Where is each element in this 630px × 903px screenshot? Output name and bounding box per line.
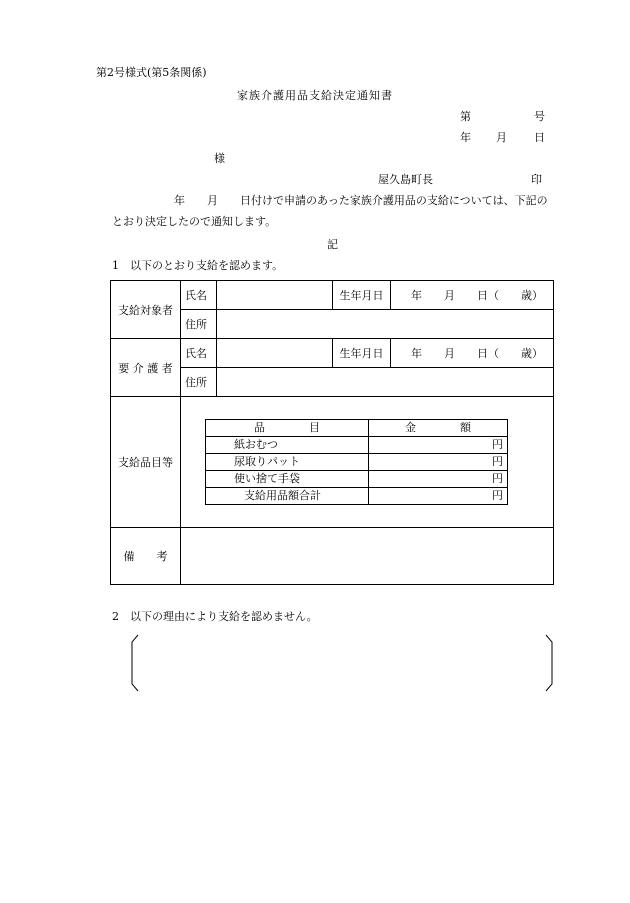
recipient-address-field[interactable]	[217, 310, 554, 339]
recipient-birth-field[interactable]: 年 月 日（ 歳）	[391, 281, 554, 310]
items-cell	[181, 397, 554, 528]
recipient-birth-label: 生年月日	[333, 281, 391, 310]
items-label: 支給品目等	[111, 397, 181, 528]
caregiver-name-label: 氏名	[181, 339, 217, 368]
caregiver-address-field[interactable]	[217, 368, 554, 397]
document-title: 家族介護用品支給決定通知書	[237, 89, 393, 102]
left-bracket-icon	[130, 634, 140, 692]
table-row	[206, 454, 508, 471]
remarks-field[interactable]	[181, 528, 554, 585]
item-amount[interactable]: 円	[369, 454, 508, 471]
seal-mark: 印	[531, 173, 542, 186]
addressee-suffix: 様	[214, 152, 225, 165]
body-line-2: とおり決定したので通知します。	[112, 215, 277, 228]
decision-table	[110, 280, 554, 585]
caregiver-name-field[interactable]	[217, 339, 333, 368]
table-row	[206, 437, 508, 454]
recipient-name-field[interactable]	[217, 281, 333, 310]
body-line-1: 年 月 日付けで申請のあった家族介護用品の支給については、下記の	[174, 194, 548, 207]
right-bracket-icon	[544, 634, 554, 692]
ki-heading: 記	[327, 238, 338, 251]
number-suffix: 号	[534, 110, 545, 123]
remarks-label: 備 考	[111, 528, 181, 585]
table-row	[206, 471, 508, 488]
item-amount[interactable]: 円	[369, 471, 508, 488]
item-name: 紙おむつ	[206, 437, 369, 454]
total-amount[interactable]: 円	[369, 488, 508, 505]
total-name: 支給用品額合計	[206, 488, 369, 505]
date-month: 月	[496, 131, 507, 144]
recipient-name-label: 氏名	[181, 281, 217, 310]
items-header-amount: 金 額	[369, 420, 508, 437]
recipient-address-label: 住所	[181, 310, 217, 339]
items-table	[205, 419, 508, 505]
item-name: 尿取りパット	[206, 454, 369, 471]
form-number: 第2号様式(第5条関係)	[96, 66, 207, 79]
caregiver-address-label: 住所	[181, 368, 217, 397]
date-day: 日	[534, 131, 545, 144]
items-header-item: 品 目	[206, 420, 369, 437]
section-1-heading: 1 以下のとおり支給を認めます。	[112, 259, 284, 272]
caregiver-birth-label: 生年月日	[333, 339, 391, 368]
item-name: 使い捨て手袋	[206, 471, 369, 488]
date-year: 年	[460, 131, 471, 144]
recipient-label: 支給対象者	[111, 281, 181, 339]
section-2-heading: 2 以下の理由により支給を認めません。	[112, 610, 318, 623]
number-prefix: 第	[460, 110, 471, 123]
caregiver-label: 要 介 護 者	[111, 339, 181, 397]
issuer-name: 屋久島町長	[378, 173, 433, 186]
item-amount[interactable]: 円	[369, 437, 508, 454]
caregiver-birth-field[interactable]: 年 月 日（ 歳）	[391, 339, 554, 368]
table-row	[206, 488, 508, 505]
